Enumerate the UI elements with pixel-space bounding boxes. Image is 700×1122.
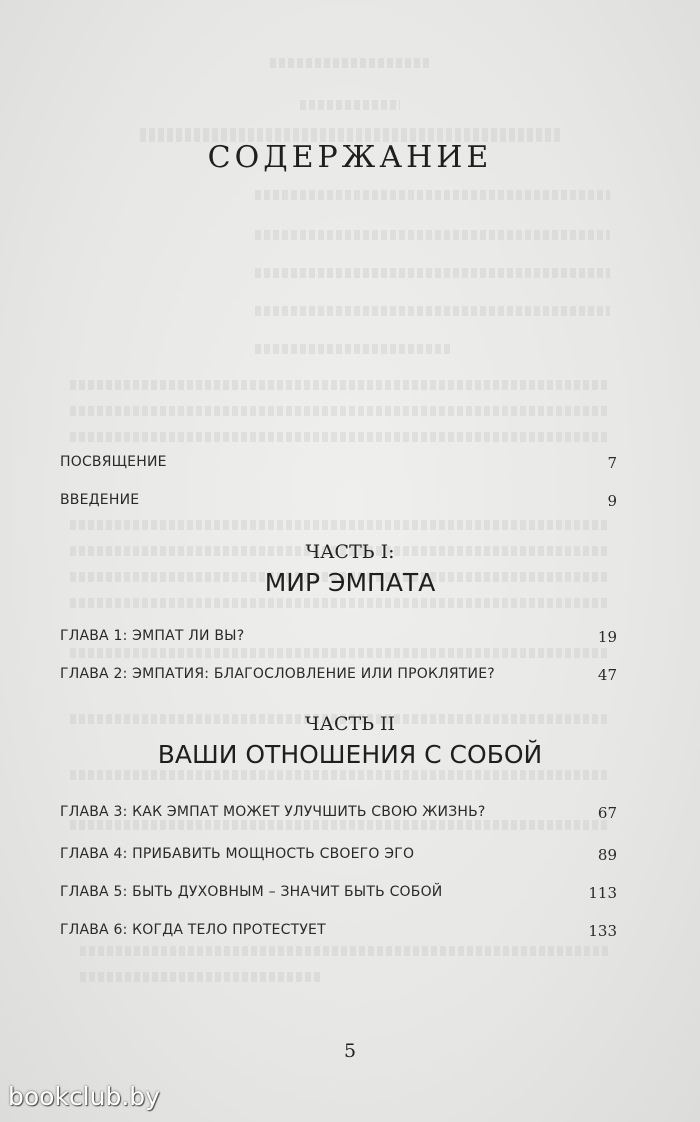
show-through-decoration <box>255 190 610 200</box>
show-through-decoration <box>80 972 320 982</box>
toc-entry-label: ГЛАВА 4: ПРИБАВИТЬ МОЩНОСТЬ СВОЕГО ЭГО <box>60 846 415 862</box>
toc-entry-label: ПОСВЯЩЕНИЕ <box>60 454 167 470</box>
part-title: ВАШИ ОТНОШЕНИЯ С СОБОЙ <box>157 740 543 769</box>
toc-entry-page: 47 <box>597 666 617 684</box>
toc-entry-label: ГЛАВА 2: ЭМПАТИЯ: БЛАГОСЛОВЛЕНИЕ ИЛИ ПРОКЛЯТИЕ? <box>60 666 495 682</box>
show-through-decoration <box>80 946 610 956</box>
show-through-decoration <box>70 406 610 416</box>
toc-entry-label: ВВЕДЕНИЕ <box>60 492 140 508</box>
show-through-decoration <box>70 380 610 390</box>
toc-entry <box>60 922 617 940</box>
show-through-decoration <box>70 520 610 530</box>
show-through-decoration <box>70 648 610 658</box>
toc-entry-label: ГЛАВА 1: ЭМПАТ ЛИ ВЫ? <box>60 628 245 644</box>
toc-entry-label: ГЛАВА 5: БЫТЬ ДУХОВНЫМ – ЗНАЧИТ БЫТЬ СОБОЙ <box>60 884 443 900</box>
show-through-decoration <box>255 306 610 316</box>
toc-entry-page: 67 <box>597 804 617 822</box>
toc-entry-label: ГЛАВА 6: КОГДА ТЕЛО ПРОТЕСТУЕТ <box>60 922 326 938</box>
toc-entry <box>60 846 617 864</box>
part-label: ЧАСТЬ II <box>304 713 396 735</box>
toc-entry <box>60 804 617 822</box>
show-through-decoration <box>255 268 610 278</box>
toc-entry <box>60 884 617 902</box>
toc-entry-page: 89 <box>597 846 617 864</box>
toc-entry-page: 9 <box>607 492 617 510</box>
show-through-decoration <box>70 770 610 780</box>
toc-entry-page: 7 <box>607 454 617 472</box>
toc-entry-page: 133 <box>588 922 617 940</box>
toc-entry-page: 19 <box>597 628 617 646</box>
show-through-decoration <box>70 432 610 442</box>
page-number: 5 <box>343 1040 357 1062</box>
show-through-decoration <box>270 58 430 68</box>
part-title: МИР ЭМПАТА <box>264 568 436 597</box>
toc-entry-page: 113 <box>588 884 617 902</box>
show-through-decoration <box>300 100 400 110</box>
page-title: СОДЕРЖАНИЕ <box>207 140 493 175</box>
part-label: ЧАСТЬ I: <box>305 541 395 563</box>
toc-entry <box>60 454 617 472</box>
show-through-decoration <box>255 230 610 240</box>
show-through-decoration <box>255 344 450 354</box>
toc-entry-label: ГЛАВА 3: КАК ЭМПАТ МОЖЕТ УЛУЧШИТЬ СВОЮ ЖИЗНЬ? <box>60 804 486 820</box>
site-watermark: bookclub.by <box>8 1082 160 1111</box>
toc-entry <box>60 666 617 684</box>
toc-entry <box>60 492 617 510</box>
toc-entry <box>60 628 617 646</box>
show-through-decoration <box>70 598 610 608</box>
